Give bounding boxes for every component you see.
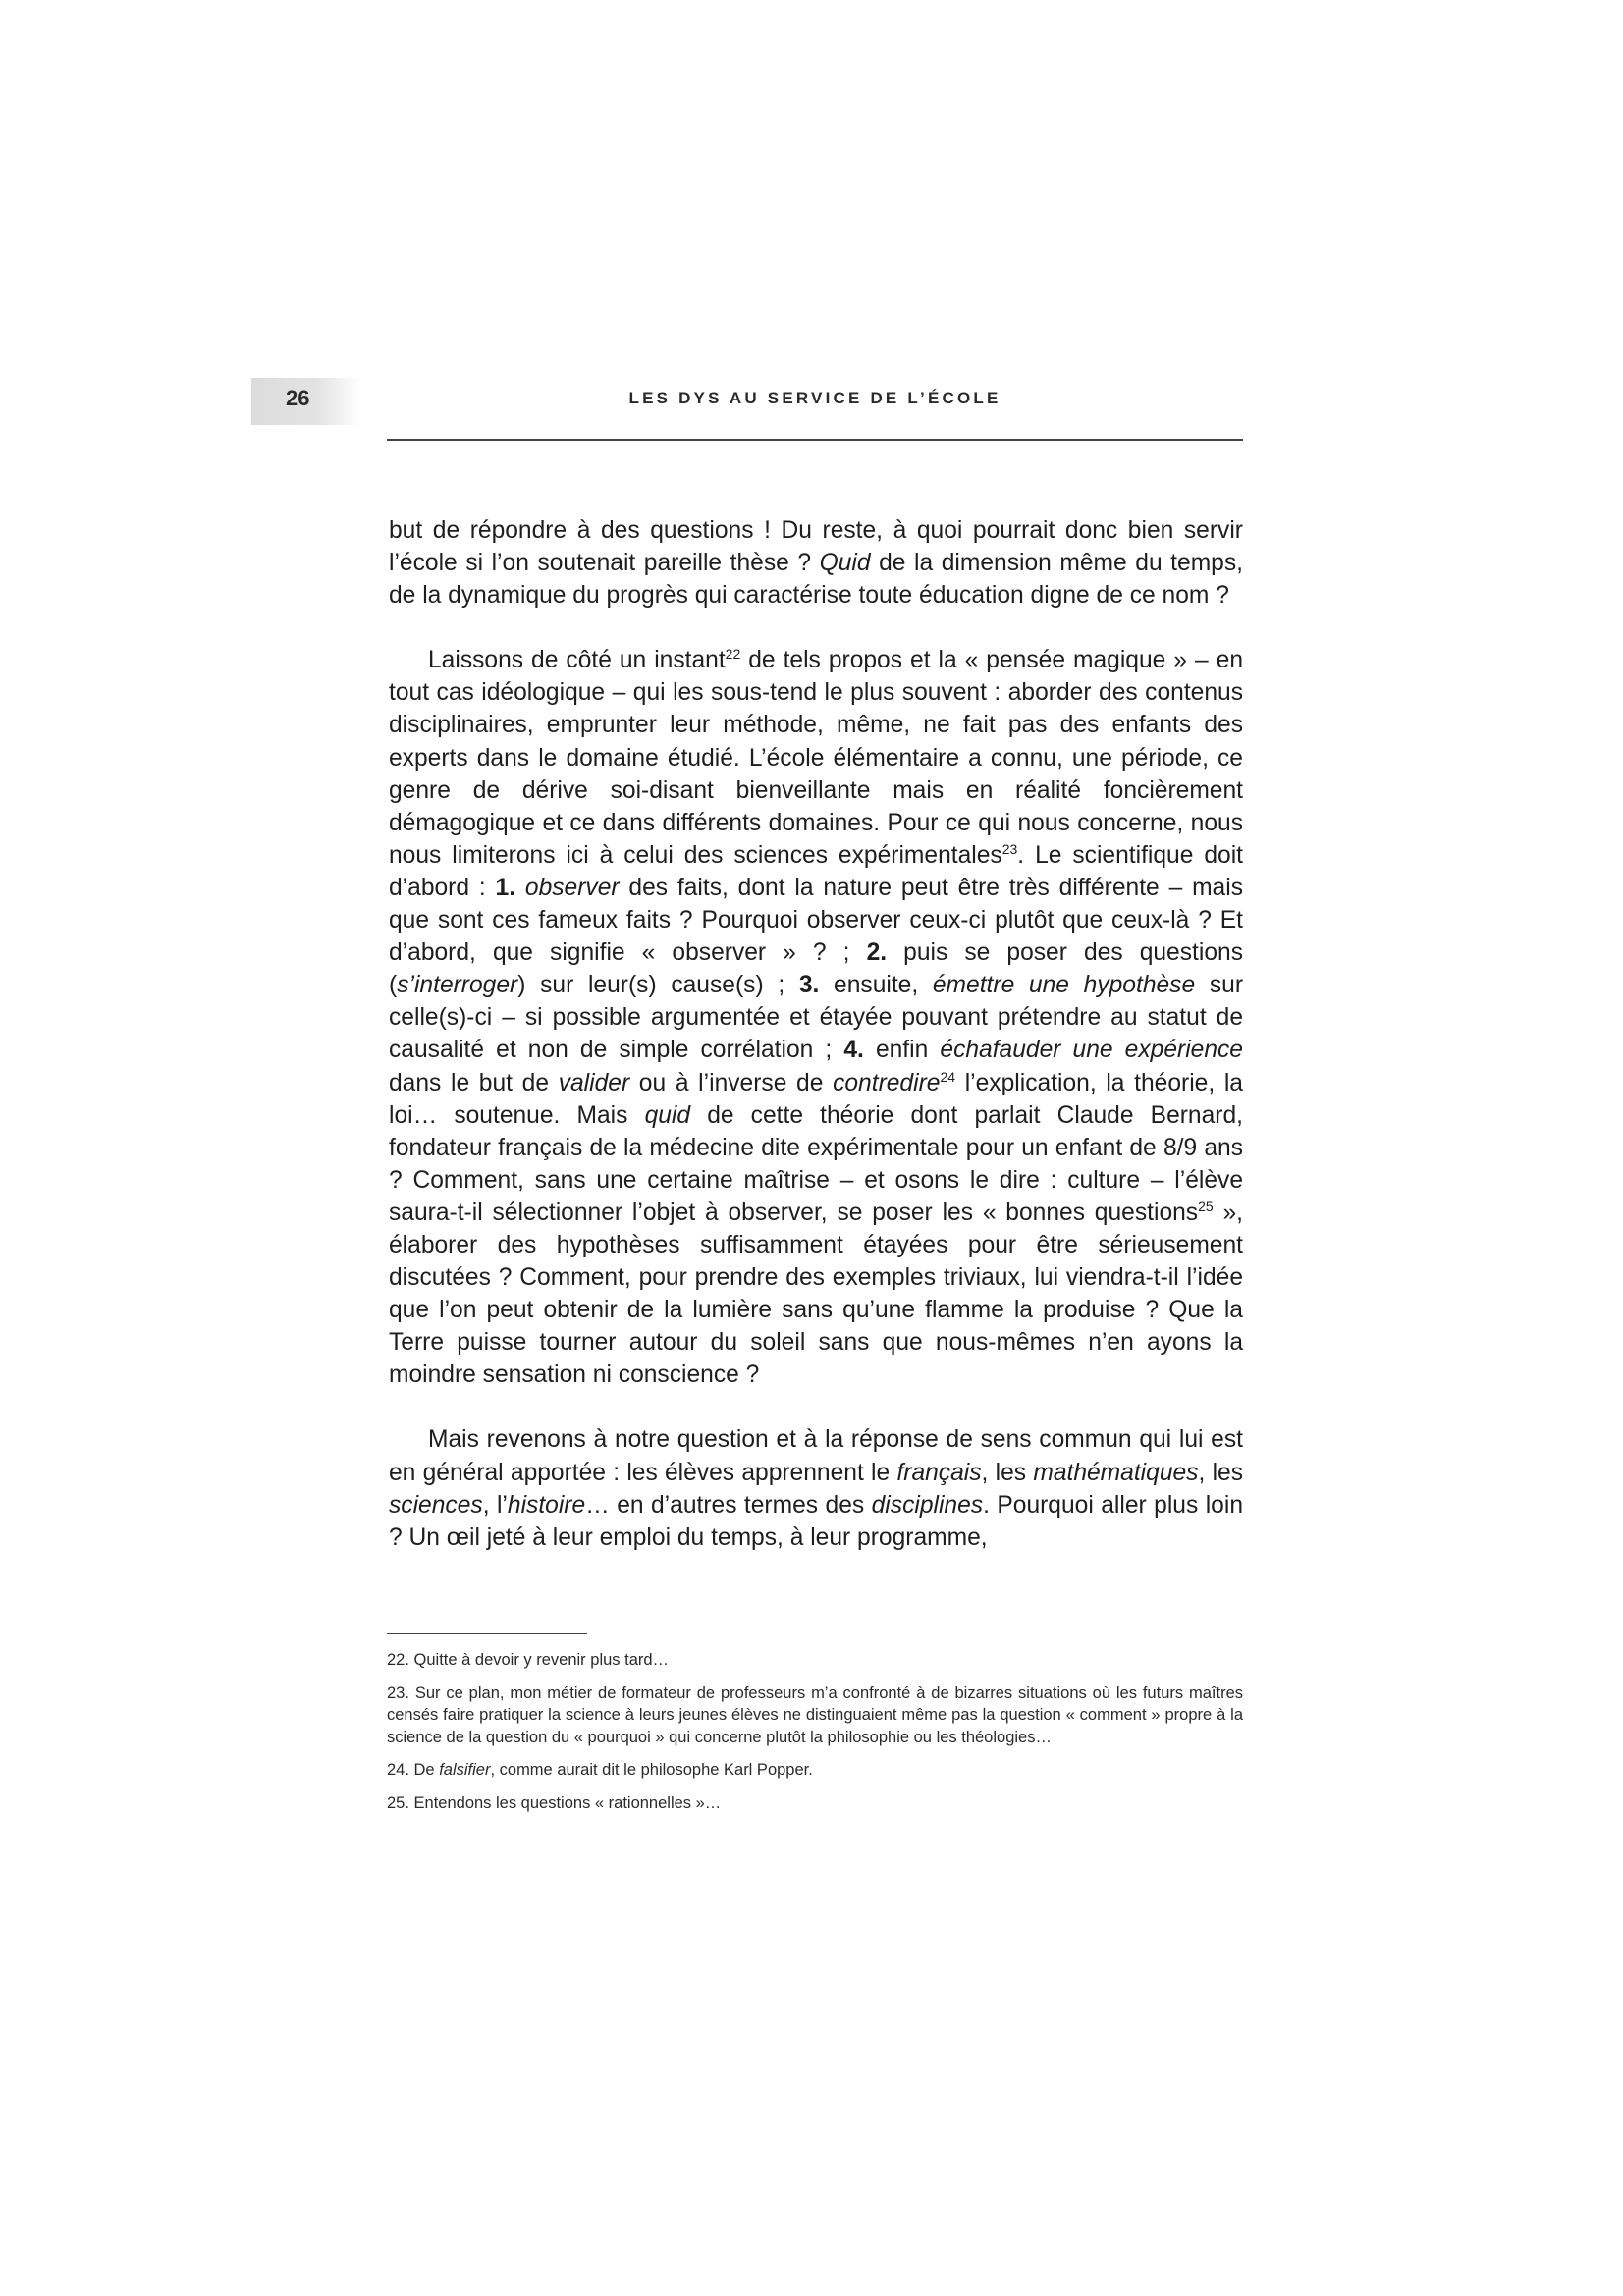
footnote-rule <box>387 1633 587 1634</box>
running-title: LES DYS AU SERVICE DE L’ÉCOLE <box>628 389 1001 407</box>
header-rule <box>387 439 1243 441</box>
footnote-22: 22. Quitte à devoir y revenir plus tard… <box>387 1651 670 1669</box>
footnote-ref-24: 24 <box>940 1068 956 1085</box>
footnote-ref-22: 22 <box>725 646 741 663</box>
body-text <box>389 514 1243 1554</box>
page-number: 26 <box>286 386 310 410</box>
paragraph-2: Laissons de côté un instant$^{22}$ de tels propos et la « pensée magique » – en tout cas idéologique – qui les sous-tend le plus souvent : aborder des contenus disciplinaires, emprunter leur méthode, même, ne fait pas des enfants des experts dans le domaine étudié. L’école élémentaire a connu, une période, ce genre de dérive soi-disant bienveillante mais en réalité foncièrement démagogique et ce dans différents domaines. Pour ce qui nous concerne, nous nous limiterons ici à celui des sciences expérimentales$^{23}$. Le scientifique doit d’abord : 1. observer des faits, dont la nature peut être très différente – mais que sont ces fameux faits ? Pourquoi observer ceux-ci plutôt que ceux-là ? Et d’abord, que signifie « observer » ? ; 2. puis se poser des questions (s’interroger) sur leur(s) cause(s) ; 3. ensuite, émettre une hypothèse sur celle(s)-ci – si possible argumentée et étayée pouvant prétendre au statut de causalité et non de simple corrélation ; 4. enfin échafauder une expérience dans le but de valider ou à l’inverse de contredire$^{24}$ l’explication, la théorie, la loi… soutenue. Mais quid de cette théorie dont parlait Claude Bernard, fondateur français de la médecine dite expérimentale pour un enfant de 8/9 ans ? Comment, sans une certaine maîtrise – et osons le dire : culture – l’élève saura-t-il sélectionner l’objet à observer, se poser les « bonnes questions$^{25}$ », élaborer des hypothèses suffisamment étayées pour être sérieusement discutées ? Comment, pour prendre des exemples triviaux, lui viendra-t-il l’idée que l’on peut obtenir de la lumière sans qu’une flamme la produise ? Que la Terre puisse tourner autour du soleil sans que nous-mêmes n’en ayons la moindre sensation ni conscience ? <box>389 646 1244 1389</box>
footnote-ref-23: 23 <box>1001 840 1018 857</box>
footnote-ref-25: 25 <box>1198 1198 1214 1214</box>
footnote-24: 24. De falsifier, comme aurait dit le philosophe Karl Popper. <box>387 1761 813 1780</box>
paragraph-3: Mais revenons à notre question et à la réponse de sens commun qui lui est en général apportée : les élèves apprennent le français, les mathématiques, les sciences, l’histoire… en d’autres termes des disciplines. Pourquoi aller plus loin ? Un œil jeté à leur emploi du temps, à leur programme, <box>389 1426 1244 1551</box>
footnotes <box>387 1649 1243 1826</box>
footnote-25: 25. Entendons les questions « rationnelles »… <box>387 1793 722 1812</box>
footnote-23: 23. Sur ce plan, mon métier de formateur de professeurs m’a confronté à de bizarres situations où les futurs maîtres censés faire pratiquer la science à leurs jeunes élèves ne distinguaient même pas la question « comment » propre à la science de la question du « pourquoi » qui concerne plutôt la philosophie ou les théologies… <box>387 1683 1243 1746</box>
paragraph-1: but de répondre à des questions ! Du reste, à quoi pourrait donc bien servir l’école si l’on soutenait pareille thèse ? Quid de la dimension même du temps, de la dynamique du progrès qui caractérise toute éducation digne de ce nom ? <box>389 517 1243 610</box>
